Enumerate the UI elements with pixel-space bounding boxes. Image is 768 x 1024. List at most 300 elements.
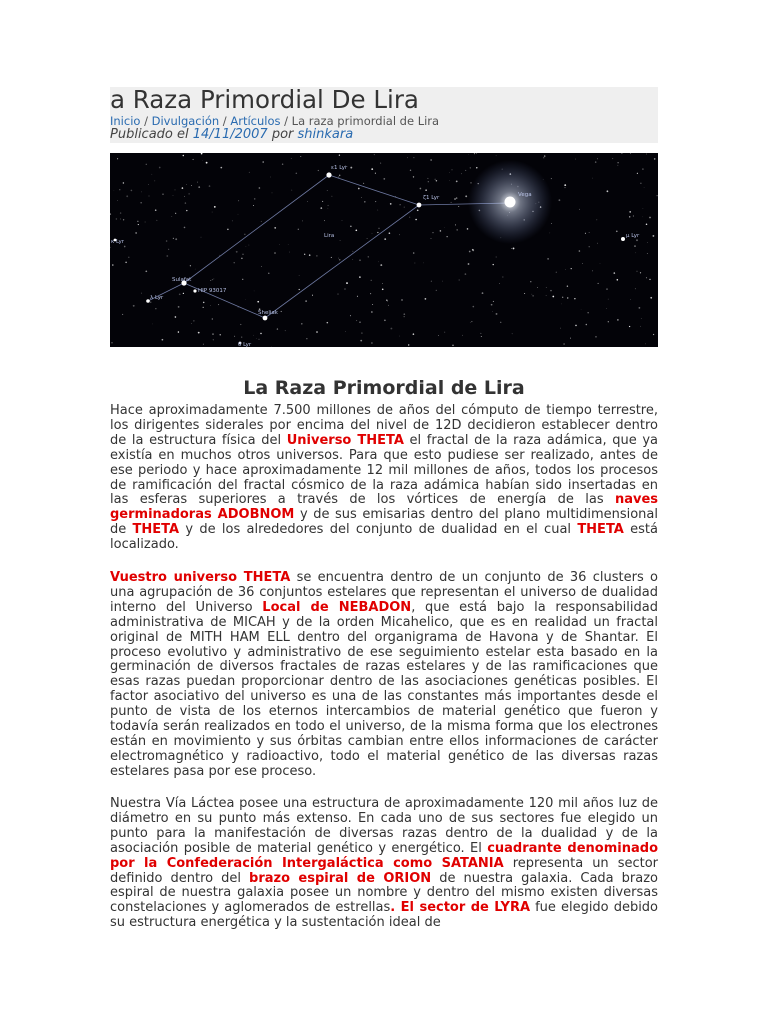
background-star xyxy=(316,255,317,256)
highlight-cuadrante-satania: cuadrante denominado por la Confederación Intergaláctica como SATANIA xyxy=(110,840,659,871)
background-star xyxy=(299,289,300,290)
background-star xyxy=(597,158,598,159)
background-star xyxy=(111,342,112,343)
background-star xyxy=(162,193,164,195)
background-star xyxy=(629,326,630,327)
background-star xyxy=(413,176,414,177)
background-star xyxy=(459,280,460,281)
background-star xyxy=(272,193,273,194)
background-star xyxy=(567,286,568,287)
text-run: Hace aproximadamente 7.500 millones de años del cómputo de tiempo terrestre, los dirigentes siderales por encima del nivel de 12D decidieron establecer dentro de la estructura física del xyxy=(110,403,658,448)
background-star xyxy=(512,334,513,335)
background-star xyxy=(213,278,214,279)
star-label-zeta: ζ1 Lyr xyxy=(423,195,440,201)
background-star xyxy=(382,289,384,291)
background-star xyxy=(212,212,213,213)
background-star xyxy=(399,234,400,235)
background-star xyxy=(240,324,241,325)
background-star xyxy=(185,202,186,203)
background-star xyxy=(320,207,322,209)
background-star xyxy=(350,167,352,169)
background-star xyxy=(361,332,362,333)
background-star xyxy=(547,258,549,260)
background-star xyxy=(440,230,442,232)
background-star xyxy=(261,266,262,267)
background-star xyxy=(544,155,546,157)
background-star xyxy=(644,187,645,188)
background-star xyxy=(436,290,437,291)
background-star xyxy=(492,311,493,312)
background-star xyxy=(370,293,371,294)
background-star xyxy=(468,154,469,155)
background-star xyxy=(227,229,228,230)
background-star xyxy=(159,167,161,169)
background-star xyxy=(151,174,152,175)
background-star xyxy=(353,259,354,260)
background-star xyxy=(616,230,618,232)
background-star xyxy=(595,161,596,162)
background-star xyxy=(302,221,303,222)
background-star xyxy=(379,228,380,229)
text-run: y de sus emisarias dentro del plano multidimensional de xyxy=(110,507,658,538)
breadcrumb-divulgacion-link[interactable]: Divulgación xyxy=(151,114,220,128)
background-star xyxy=(148,184,149,185)
background-star xyxy=(342,220,343,221)
background-star xyxy=(246,246,247,247)
background-star xyxy=(189,193,190,194)
background-star xyxy=(166,240,168,242)
background-star xyxy=(133,305,135,307)
background-star xyxy=(173,195,174,196)
background-star xyxy=(657,195,658,196)
background-star xyxy=(155,308,156,309)
background-star xyxy=(458,206,459,207)
background-star xyxy=(470,182,471,183)
background-star xyxy=(606,308,607,309)
background-star xyxy=(242,254,243,255)
background-star xyxy=(456,181,458,183)
background-star xyxy=(474,153,475,154)
background-star xyxy=(345,331,346,332)
background-star xyxy=(241,258,242,259)
background-star xyxy=(530,281,531,282)
background-star xyxy=(270,177,271,178)
background-star xyxy=(410,170,411,171)
background-star xyxy=(253,205,254,206)
background-star xyxy=(260,333,261,334)
background-star xyxy=(238,200,239,201)
background-star xyxy=(178,331,180,333)
background-star xyxy=(242,279,243,280)
background-star xyxy=(633,215,634,216)
background-star xyxy=(409,217,410,218)
background-star xyxy=(339,155,340,156)
background-star xyxy=(301,323,303,325)
star-label-sulafat: Sulafat xyxy=(172,277,192,283)
breadcrumb xyxy=(110,114,439,128)
background-star xyxy=(606,288,608,290)
background-star xyxy=(447,236,448,237)
background-star xyxy=(647,242,648,243)
background-star xyxy=(371,311,372,312)
background-star xyxy=(649,217,651,219)
background-star xyxy=(254,291,255,292)
background-star xyxy=(496,257,497,258)
universo-theta-link[interactable]: Universo THETA xyxy=(286,432,404,448)
background-star xyxy=(433,232,434,233)
background-star xyxy=(607,190,609,192)
background-star xyxy=(579,209,580,210)
background-star xyxy=(384,319,386,321)
background-star xyxy=(361,197,362,198)
background-star xyxy=(621,153,622,154)
background-star xyxy=(456,197,458,199)
background-star xyxy=(431,238,432,239)
background-star xyxy=(298,229,299,230)
background-star xyxy=(312,295,313,296)
background-star xyxy=(331,196,332,197)
background-star xyxy=(493,301,494,302)
background-star xyxy=(150,301,151,302)
background-star xyxy=(166,255,168,257)
background-star xyxy=(285,330,286,331)
paragraph-1 xyxy=(110,404,658,553)
background-star xyxy=(589,232,590,233)
background-star xyxy=(357,296,358,297)
background-star xyxy=(245,299,246,300)
background-star xyxy=(442,281,443,282)
star-label-epsilon: ε1 Lyr xyxy=(331,165,348,171)
background-star xyxy=(455,224,456,225)
star-label-mu: μ Lyr xyxy=(626,233,640,239)
background-star xyxy=(122,314,123,315)
background-star xyxy=(617,319,619,321)
background-star xyxy=(360,340,362,342)
text-run: representa un sector definido dentro del xyxy=(110,855,659,886)
background-star xyxy=(451,202,452,203)
background-star xyxy=(258,339,259,340)
background-star xyxy=(499,283,500,284)
background-star xyxy=(465,170,466,171)
background-star xyxy=(575,325,577,327)
background-star xyxy=(119,189,120,190)
background-star xyxy=(355,229,357,231)
background-star xyxy=(561,304,562,305)
background-star xyxy=(309,254,311,256)
background-star xyxy=(241,337,242,338)
background-star xyxy=(574,298,575,299)
highlight-theta: THETA xyxy=(132,522,180,538)
background-star xyxy=(592,178,593,179)
background-star xyxy=(183,293,184,294)
background-star xyxy=(339,259,340,260)
breadcrumb-home-link[interactable]: Inicio xyxy=(110,114,141,128)
background-star xyxy=(378,261,379,262)
background-star xyxy=(546,287,547,288)
background-star xyxy=(570,338,571,339)
background-star xyxy=(291,190,292,191)
background-star xyxy=(642,168,644,170)
background-star xyxy=(232,221,233,222)
highlight-local-nebadon: Local de NEBADON xyxy=(262,599,412,615)
background-star xyxy=(305,300,307,302)
background-star xyxy=(415,219,417,221)
breadcrumb-separator: / xyxy=(140,114,152,128)
background-star xyxy=(359,276,361,278)
background-star xyxy=(339,175,340,176)
background-star xyxy=(556,272,557,273)
background-star xyxy=(383,178,385,180)
background-star xyxy=(617,279,619,281)
breadcrumb-current: La raza primordial de Lira xyxy=(291,114,440,128)
background-star xyxy=(413,252,415,254)
background-star xyxy=(149,196,150,197)
background-star xyxy=(173,238,174,239)
background-star xyxy=(449,172,450,173)
background-star xyxy=(123,219,124,220)
background-star xyxy=(186,210,187,211)
background-star xyxy=(456,229,458,231)
background-star xyxy=(202,160,203,161)
background-star xyxy=(502,277,503,278)
background-star xyxy=(598,283,599,284)
background-star xyxy=(271,346,272,347)
background-star xyxy=(413,157,414,158)
background-star xyxy=(157,220,158,221)
background-star xyxy=(327,190,328,191)
star-label-hip: HIP 93017 xyxy=(198,288,227,294)
background-star xyxy=(629,211,631,213)
background-star xyxy=(123,182,124,183)
background-star xyxy=(640,272,641,273)
background-star xyxy=(558,199,560,201)
background-star xyxy=(511,248,512,249)
background-star xyxy=(400,204,401,205)
background-star xyxy=(175,238,177,240)
author-link[interactable]: shinkara xyxy=(297,127,354,142)
background-star xyxy=(640,183,641,184)
text-run: el fractal de la raza adámica, que ya existía en muchos otros universos. Para que esto pudiese ser realizado, antes de ese periodo y hace aproximadamente 12 mil millones de años, todos los procesos de ramificación del fractal cósmico de la raza adámica habían sido insertadas en las esferas superiores a través de los vórtices de energía de las xyxy=(110,432,658,508)
background-star xyxy=(473,250,474,251)
background-star xyxy=(238,214,239,215)
background-star xyxy=(371,168,373,170)
background-star xyxy=(567,297,568,298)
background-star xyxy=(367,238,368,239)
background-star xyxy=(608,299,609,300)
background-star xyxy=(586,324,588,326)
background-star xyxy=(375,173,376,174)
star-label-vega: Vega xyxy=(518,192,532,198)
background-star xyxy=(234,262,235,263)
background-star xyxy=(428,181,429,182)
background-star xyxy=(191,323,192,324)
background-star xyxy=(331,257,332,258)
text-run: y de los alrededores del conjunto de dualidad en el cual xyxy=(179,522,578,538)
background-star xyxy=(469,251,471,253)
background-star xyxy=(274,227,276,229)
background-star xyxy=(493,264,494,265)
background-star xyxy=(279,244,280,245)
background-star xyxy=(328,208,329,209)
background-star xyxy=(404,316,405,317)
background-star xyxy=(600,263,601,264)
background-star xyxy=(146,164,147,165)
background-star xyxy=(565,187,566,188)
background-star xyxy=(212,333,213,334)
background-star xyxy=(168,249,169,250)
background-star xyxy=(637,271,638,272)
star-label-lambda: λ Lyr xyxy=(150,295,164,301)
background-star xyxy=(125,262,126,263)
background-star xyxy=(324,220,325,221)
background-star xyxy=(649,279,650,280)
background-star xyxy=(193,320,194,321)
background-star xyxy=(635,288,636,289)
page-title: a Raza Primordial De Lira xyxy=(110,85,419,114)
highlight-vuestro-universo-theta: Vuestro universo THETA xyxy=(110,570,291,585)
background-star xyxy=(212,318,213,319)
background-star xyxy=(289,252,290,253)
background-star xyxy=(141,202,142,203)
background-star xyxy=(112,264,114,266)
text-run: Nuestra Vía Láctea posee una estructura de aproximadamente 120 mil años luz de diámetro en su punto más extenso. En cada uno de sus sectores fue elegido un punto para la manifestación de diversas razas dentro de la dualidad y de la asociación posible de material genético y energético. El xyxy=(110,796,658,856)
background-star xyxy=(395,196,396,197)
background-star xyxy=(182,187,184,189)
background-star xyxy=(203,307,204,308)
background-star xyxy=(643,217,644,218)
background-star xyxy=(563,343,565,345)
background-star xyxy=(452,344,454,346)
paragraph-2 xyxy=(110,571,658,780)
background-star xyxy=(451,169,452,170)
background-star xyxy=(178,306,180,308)
background-star xyxy=(350,315,351,316)
background-star xyxy=(543,157,544,158)
background-star xyxy=(431,281,432,282)
background-star xyxy=(378,210,379,211)
background-star xyxy=(291,158,292,159)
background-star xyxy=(481,336,482,337)
background-star xyxy=(138,224,139,225)
background-star xyxy=(131,190,133,192)
background-star xyxy=(407,157,408,158)
background-star xyxy=(190,265,191,266)
publish-by: por xyxy=(267,127,298,142)
background-star xyxy=(575,159,576,160)
lyra-star-map-image xyxy=(110,153,658,347)
background-star xyxy=(629,216,630,217)
background-star xyxy=(390,203,392,205)
background-star xyxy=(652,235,654,237)
background-star xyxy=(186,184,187,185)
background-star xyxy=(268,273,269,274)
background-star xyxy=(532,295,533,296)
highlight-naves-germinadoras: naves germinadoras ADOBNOM xyxy=(110,492,658,523)
background-star xyxy=(582,263,583,264)
background-star xyxy=(636,239,638,241)
text-run: fue elegido debido su estructura energética y la sustentación ideal de xyxy=(110,900,659,931)
background-star xyxy=(372,304,373,305)
background-star xyxy=(145,222,146,223)
background-star xyxy=(364,201,366,203)
background-star xyxy=(195,269,196,270)
background-star xyxy=(524,293,525,294)
background-star xyxy=(646,277,647,278)
background-star xyxy=(387,301,388,302)
background-star xyxy=(588,312,589,313)
constellation-label-lyra: Lira xyxy=(324,233,335,239)
background-star xyxy=(371,342,373,344)
background-star xyxy=(340,240,341,241)
background-star xyxy=(491,304,493,306)
background-star xyxy=(249,172,250,173)
background-star xyxy=(135,232,136,233)
background-star xyxy=(183,155,185,157)
background-star xyxy=(120,219,121,220)
background-star xyxy=(350,226,351,227)
breadcrumb-articulos-link[interactable]: Artículos xyxy=(230,114,281,128)
background-star xyxy=(304,254,305,255)
background-star xyxy=(634,245,636,247)
background-star xyxy=(645,343,646,344)
background-star xyxy=(470,322,471,323)
background-star xyxy=(425,298,427,300)
background-star xyxy=(137,221,138,222)
background-star xyxy=(114,190,115,191)
star-label-kappa: κ Lyr xyxy=(111,239,125,245)
background-star xyxy=(128,257,129,258)
background-star xyxy=(617,162,618,163)
background-star xyxy=(346,282,348,284)
background-star xyxy=(436,180,437,181)
background-star xyxy=(117,200,118,201)
background-star xyxy=(444,227,445,228)
background-star xyxy=(435,179,436,180)
star-label-theta: θ Lyr xyxy=(238,342,252,347)
background-star xyxy=(201,237,202,238)
background-star xyxy=(262,161,264,163)
highlight-sector-lyra: . El sector de LYRA xyxy=(390,900,531,916)
background-star xyxy=(274,252,276,254)
background-star xyxy=(234,336,235,337)
background-star xyxy=(220,334,221,335)
background-star xyxy=(322,201,323,202)
background-star xyxy=(175,189,176,190)
background-star xyxy=(380,264,382,266)
background-star xyxy=(585,233,586,234)
background-star xyxy=(197,182,198,183)
background-star xyxy=(476,153,477,154)
background-star xyxy=(399,336,400,337)
background-star xyxy=(468,263,470,265)
background-star xyxy=(141,293,142,294)
background-star xyxy=(171,216,172,217)
background-star xyxy=(417,209,419,211)
background-star xyxy=(413,333,415,335)
background-star xyxy=(363,183,364,184)
background-star xyxy=(454,198,456,200)
background-star xyxy=(155,209,157,211)
highlight-brazo-orion: brazo espiral de ORION xyxy=(249,870,432,886)
background-star xyxy=(482,292,484,294)
publish-date-link[interactable]: 14/11/2007 xyxy=(192,127,268,142)
background-star xyxy=(630,299,631,300)
background-star xyxy=(382,283,383,284)
background-star xyxy=(653,334,654,335)
background-star xyxy=(571,268,572,269)
background-star xyxy=(259,187,261,189)
text-run: , que está bajo la responsabilidad administrativa de MICAH y de la orden Micahelico, que es en realidad un fractal original de MITH HAM ELL dentro del organigrama de Havona y de Shantar. El proceso evolutivo y administrativo de ese seguimiento estelar esta basado en la germinación de diversos fractales de razas estelares y de las ramificaciones que esas razas puedan proporcionar dentro de las asociaciones genéticas posibles. El factor asociativo del universo es una de las constantes más importantes desde el punto de vista de los eternos intercambios de material genético que fueron y todavía serán realizados en todo el universo, de la misma forma que los electrones están en movimiento y sus órbitas cambian entre ellos informaciones de carácter electromagnético y radioactivo, todo el material genético de las diversas razas estelares pasa por ese proceso. xyxy=(110,599,658,779)
